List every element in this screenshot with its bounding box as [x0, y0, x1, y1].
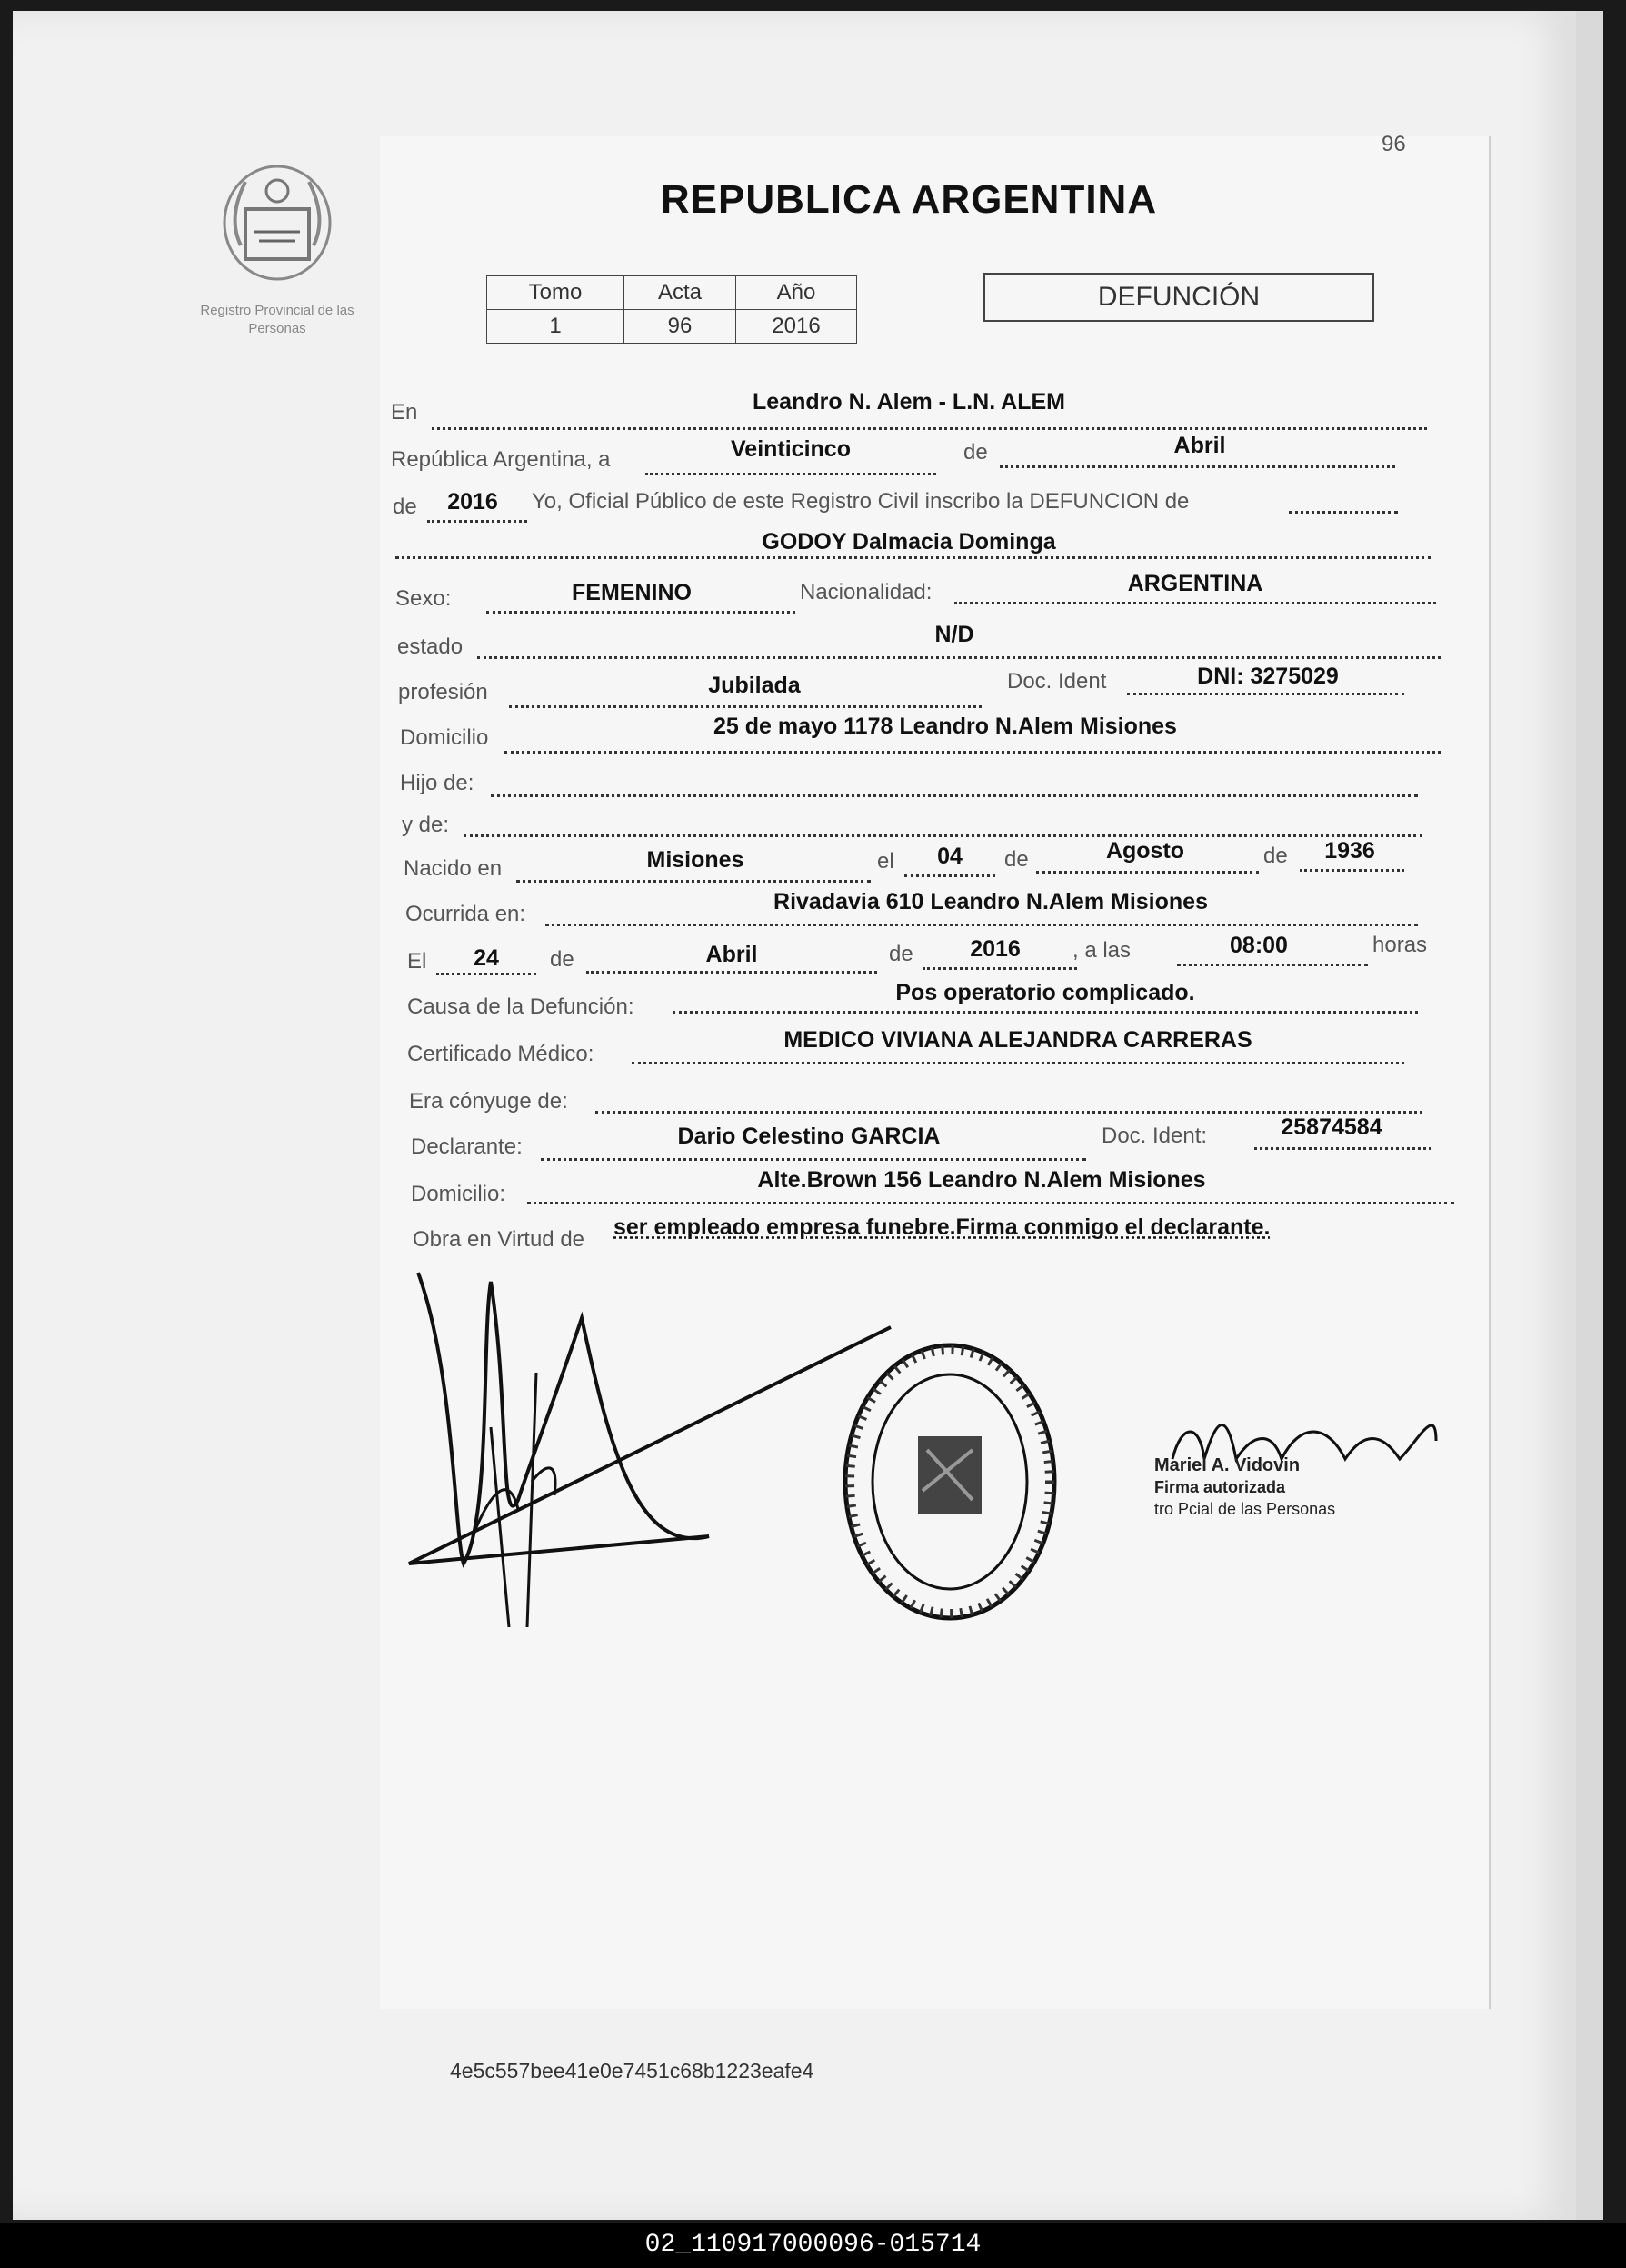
label-hijo-de: Hijo de:	[400, 771, 474, 795]
value-certificado: MEDICO VIVIANA ALEJANDRA CARRERAS	[783, 1027, 1252, 1053]
officer-office: tro Pcial de las Personas	[1154, 1500, 1336, 1518]
record-header-tomo: Tomo	[487, 276, 624, 310]
label-profesion: profesión	[398, 680, 488, 704]
label-y-de: y de:	[402, 813, 450, 837]
document-hash: 4e5c557bee41e0e7451c68b1223eafe4	[450, 2059, 814, 2083]
label-de1: de	[963, 440, 988, 465]
value-declarante-doc: 25874584	[1281, 1114, 1382, 1140]
provincial-emblem-icon	[209, 155, 345, 291]
officer-title: Firma autorizada	[1154, 1478, 1286, 1496]
value-estado: N/D	[934, 622, 974, 647]
label-nacido-en: Nacido en	[404, 856, 503, 881]
label-el2: El	[407, 949, 427, 974]
file-id-footer: 02_110917000096-015714	[0, 2223, 1626, 2268]
value-nacido-en: Misiones	[646, 847, 744, 873]
value-profesion: Jubilada	[708, 673, 801, 698]
label-de6: de	[889, 942, 913, 966]
label-nacionalidad: Nacionalidad:	[800, 580, 933, 604]
label-horas: horas	[1372, 933, 1428, 957]
value-obra: ser empleado empresa funebre.Firma conmigo el declarante.	[613, 1214, 1271, 1240]
value-def-hora: 08:00	[1230, 933, 1288, 958]
value-doc: DNI: 3275029	[1197, 664, 1339, 689]
label-de4: de	[1263, 844, 1288, 868]
value-causa: Pos operatorio complicado.	[895, 980, 1195, 1005]
label-estado: estado	[397, 634, 464, 659]
label-domicilio2: Domicilio:	[411, 1182, 506, 1206]
value-nac-mes: Agosto	[1105, 838, 1185, 864]
page-number: 96	[1382, 132, 1406, 156]
label-de2: de	[393, 495, 417, 519]
record-value-tomo: 1	[487, 310, 624, 344]
value-sexo: FEMENINO	[572, 580, 692, 605]
value-lugar: Leandro N. Alem - L.N. ALEM	[753, 389, 1065, 415]
label-conyuge: Era cónyuge de:	[409, 1089, 568, 1114]
label-obra: Obra en Virtud de	[413, 1227, 585, 1252]
value-declarante: Dario Celestino GARCIA	[677, 1124, 941, 1149]
label-certificado: Certificado Médico:	[407, 1042, 594, 1066]
value-anio: 2016	[447, 489, 498, 515]
label-de5: de	[550, 947, 574, 972]
value-nombre: GODOY Dalmacia Dominga	[762, 529, 1056, 555]
value-ocurrida-en: Rivadavia 610 Leandro N.Alem Misiones	[773, 889, 1208, 914]
page-edge	[1576, 11, 1603, 2220]
record-value-acta: 96	[624, 310, 736, 344]
label-doc-ident: Doc. Ident	[1007, 669, 1107, 694]
record-header-acta: Acta	[624, 276, 736, 310]
label-a-las: , a las	[1072, 938, 1132, 963]
page-title: REPUBLICA ARGENTINA	[660, 177, 1158, 222]
label-domicilio: Domicilio	[400, 725, 489, 750]
label-doc-ident2: Doc. Ident:	[1102, 1124, 1208, 1148]
declarant-signature	[400, 1264, 909, 1645]
value-declarante-domicilio: Alte.Brown 156 Leandro N.Alem Misiones	[757, 1167, 1206, 1193]
label-ocurrida-en: Ocurrida en:	[405, 902, 526, 926]
record-type-box: DEFUNCIÓN	[983, 273, 1374, 322]
value-dia: Veinticinco	[731, 436, 851, 462]
form-sheet	[380, 136, 1491, 2009]
record-header-anio: Año	[736, 276, 857, 310]
record-value-anio: 2016	[736, 310, 857, 344]
official-stamp-icon	[836, 1336, 1063, 1627]
label-causa: Causa de la Defunción:	[407, 994, 634, 1019]
label-republica: República Argentina, a	[391, 447, 611, 472]
record-box	[486, 275, 857, 344]
value-def-anio: 2016	[970, 936, 1021, 962]
label-sexo: Sexo:	[395, 586, 452, 611]
label-de3: de	[1004, 847, 1029, 872]
officer-name: Mariel A. Vidovin	[1154, 1455, 1301, 1475]
value-def-dia: 24	[474, 945, 499, 971]
value-domicilio: 25 de mayo 1178 Leandro N.Alem Misiones	[713, 714, 1177, 739]
label-declarante: Declarante:	[411, 1134, 523, 1159]
value-nac-anio: 1936	[1324, 838, 1375, 864]
value-nac-dia: 04	[937, 844, 963, 869]
value-mes: Abril	[1173, 433, 1226, 458]
label-en: En	[391, 400, 418, 425]
emblem-caption: Registro Provincial de las Personas	[200, 303, 354, 336]
officer-stamp-block	[1154, 1454, 1335, 1520]
value-def-mes: Abril	[705, 942, 758, 967]
value-nacionalidad: ARGENTINA	[1127, 571, 1263, 596]
label-el: el	[877, 849, 894, 874]
label-yo: Yo, Oficial Público de este Registro Civil inscribo la DEFUNCION de	[532, 489, 1190, 514]
